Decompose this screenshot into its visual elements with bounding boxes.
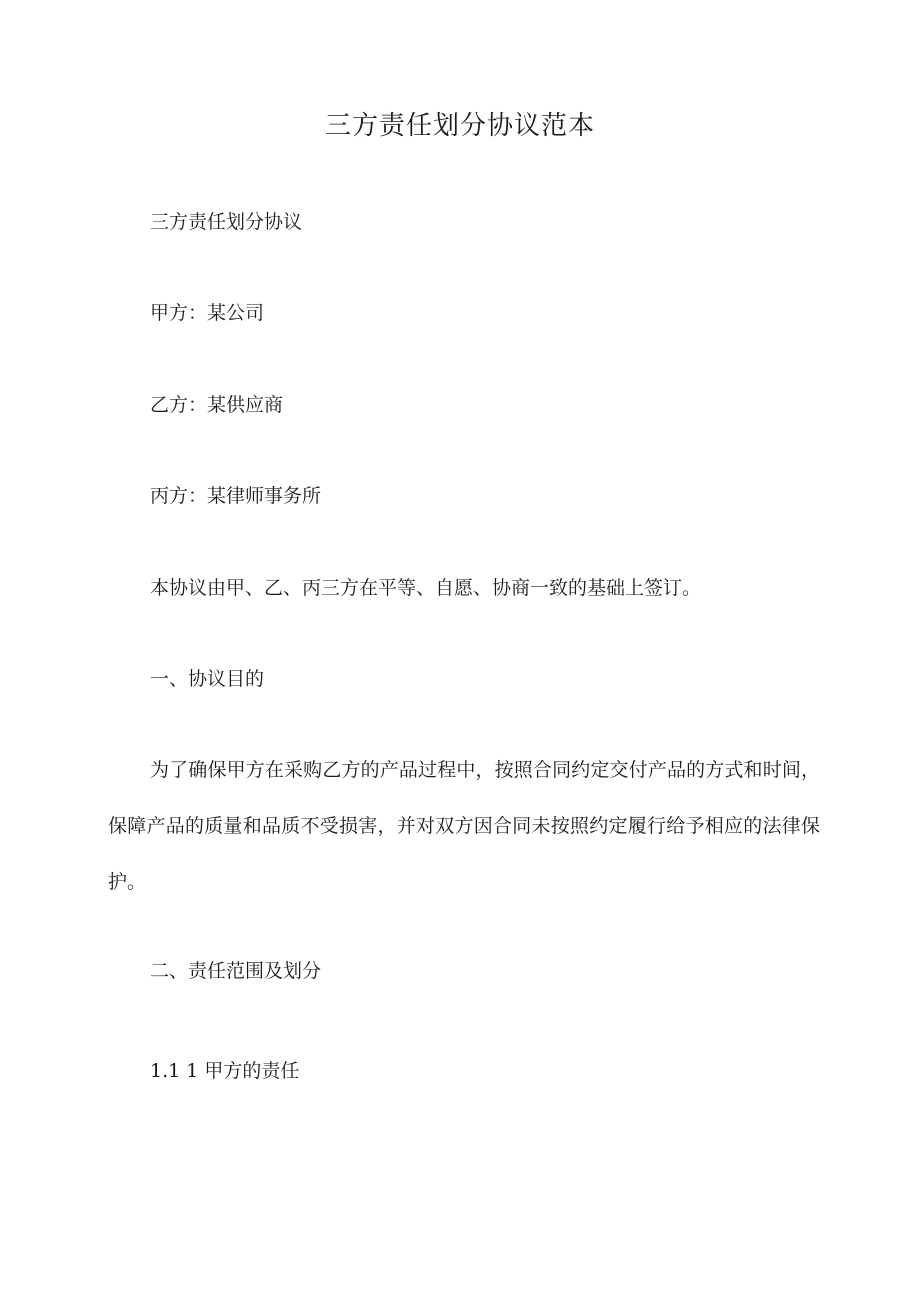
party-b-line: 乙方：某供应商	[150, 394, 284, 416]
section-1-body: 为了确保甲方在采购乙方的产品过程中，按照合同约定交付产品的方式和时间，保障产品的质量和品质不受损害，并对双方因合同未按照约定履行给予相应的法律保护。	[108, 759, 820, 893]
section-2-heading: 二、责任范围及划分	[150, 960, 322, 982]
party-a-line: 甲方：某公司	[150, 302, 265, 324]
section-1-heading: 一、协议目的	[150, 668, 265, 690]
agreement-subtitle: 三方责任划分协议	[150, 211, 303, 233]
party-c-line: 丙方：某律师事务所	[150, 485, 322, 507]
preamble-paragraph: 本协议由甲、乙、丙三方在平等、自愿、协商一致的基础上签订。	[150, 577, 702, 599]
document-title: 三方责任划分协议范本	[324, 111, 595, 141]
clause-1-1-1-heading: 1.1 1 甲方的责任	[150, 1060, 300, 1082]
